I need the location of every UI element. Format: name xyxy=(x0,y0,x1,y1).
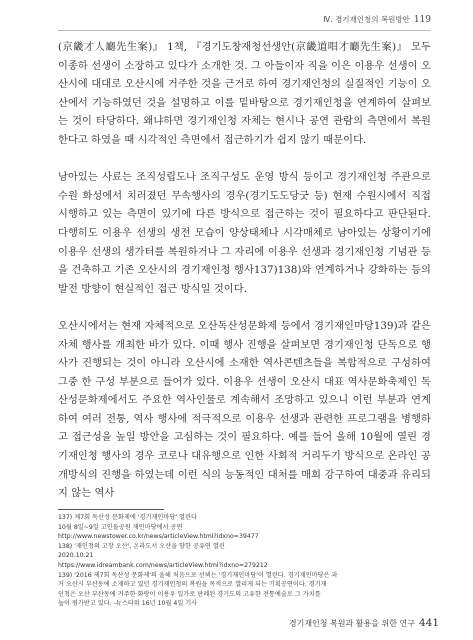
footnote-line: 139) '2016 제7회 독산성 문화제'의 올해 처음으로 선뵈는 '경기재인마당'이 열린다. 경기재인마당은 과 xyxy=(58,571,338,579)
footnote-line: 높이 평가받고 있다. -뉴스타워 16년 10월 4일 기사 xyxy=(58,600,198,608)
header-rule xyxy=(58,30,431,31)
paragraph: (京畿才人廳先生案)』 1책, 『경기도창재청선생안(京畿道唱才廳先生案)』 모두 이종하 선생이 소장하고 있다가 소개한 것. 그 아들이자 직을 이은 이용우 선생이 오산시에 대대로 오산시에 거주한 것을 근거로 하여 경기재인청의 실질적인 기능이 오산에서 기능하였던 것을 설명하고 이를 밑바탕으로 경기재인청을 연계하여 살펴보는 것이 타당하다. 왜냐하면 경기재인청 자체는 현시나 공연 관람의 측면에서 복원한다고 하였을 때 시각적인 측면에서 접근하기가 쉽지 않기 때문이다. xyxy=(58,42,431,146)
footnotes xyxy=(58,513,431,609)
footnote-line: 거 오산시 부산동에 소재하고 있던 경기재인청의 복원을 목적으로 열리게 되는 기획공연이다. 경기재 xyxy=(58,581,327,589)
running-header xyxy=(323,14,431,25)
chapter-title: Ⅳ. 경기재인청의 복원방안 xyxy=(323,15,410,24)
footnote-rule xyxy=(58,509,164,510)
paragraph: 오산시에서는 현재 자체적으로 오산독산성문화제 등에서 경기재인마당139)과 같은 자체 행사를 개최한 바가 있다. 이때 행사 진행을 살펴보면 경기재인청 단독으로 행사가 진행되는 것이 아니라 오산시에 소재한 역사콘텐츠들을 복합적으로 구성하여 그중 한 구성 부분으로 들어가 있다. 이용우 선생이 오산시 대표 역사문화축제인 독산성문화제에서도 주요한 역사인물로 계속해서 조망하고 있으니 이런 부분과 연계하여 여러 전통, 역사 행사에 적극적으로 이용우 선생과 관련한 프로그램을 병행하고 접근성을 높일 방안을 고심하는 것이 필요하다. 예를 들어 올해 10월에 열린 경기재인청 행사의 경우 코로나 대유행으로 인한 사회적 거리두기 방식으로 온라인 공개방식의 진행을 하였는데 이런 식의 능동적인 대처를 매회 강구하여 대중과 유리되지 않는 역사 xyxy=(58,320,431,500)
footer-title: 경기재인청 복원과 활용을 위한 연구 xyxy=(288,619,415,628)
body-text xyxy=(58,39,431,504)
header-page-number: 119 xyxy=(413,15,431,25)
footnote-line: 10월 8일~9일 고인돌공원 재인마당에서 공연 xyxy=(58,523,183,531)
running-footer xyxy=(289,617,439,629)
footnote-line: 137) 제7회 독산성 문화제에 '경기재인마당' 열린다 xyxy=(58,514,197,521)
footer-page-number: 441 xyxy=(418,617,439,629)
footnote-line: 인청은 오산 부산동에 거주한 화랑이 이용우 일가로 판례된 경기도의 고유한 전통예술로 그 가치를 xyxy=(58,590,321,598)
footnote-line: 2020.10.21 xyxy=(58,552,94,560)
footnote-url[interactable]: https://www.idreambank.com/news/articleView.html?idxno=279212 xyxy=(58,561,268,569)
footnote-line: 138) '재인청의 고장 오산', 온라도서 오산을 향한 공유연 열린 xyxy=(58,542,225,550)
paragraph: 남아있는 사료는 조직성립도나 조직구성도 운영 방식 등이고 경기재인청 주관으로 수원 화성에서 치러졌던 무속행사의 경우(경기도도당굿 등) 현재 수원시에서 직접 시행하고 있는 측면이 있기에 다른 방식으로 접근하는 것이 필요하다고 판단된다. 다행히도 이용우 선생의 생전 모습이 양상태체나 시각매체로 남아있는 상황이기에 이용우 선생의 생가터를 복원하거나 그 자리에 이용우 선생과 경기재인청 기념관 등을 건축하고 기존 오산시의 경기재인청 행사137)138)와 연계하거나 강화하는 등의 발전 방향이 현실적인 접근 방식일 것이다. xyxy=(58,172,431,295)
footnote-url[interactable]: http://www.newstower.co.kr/news/articleView.html?idxno=39477 xyxy=(58,533,259,541)
